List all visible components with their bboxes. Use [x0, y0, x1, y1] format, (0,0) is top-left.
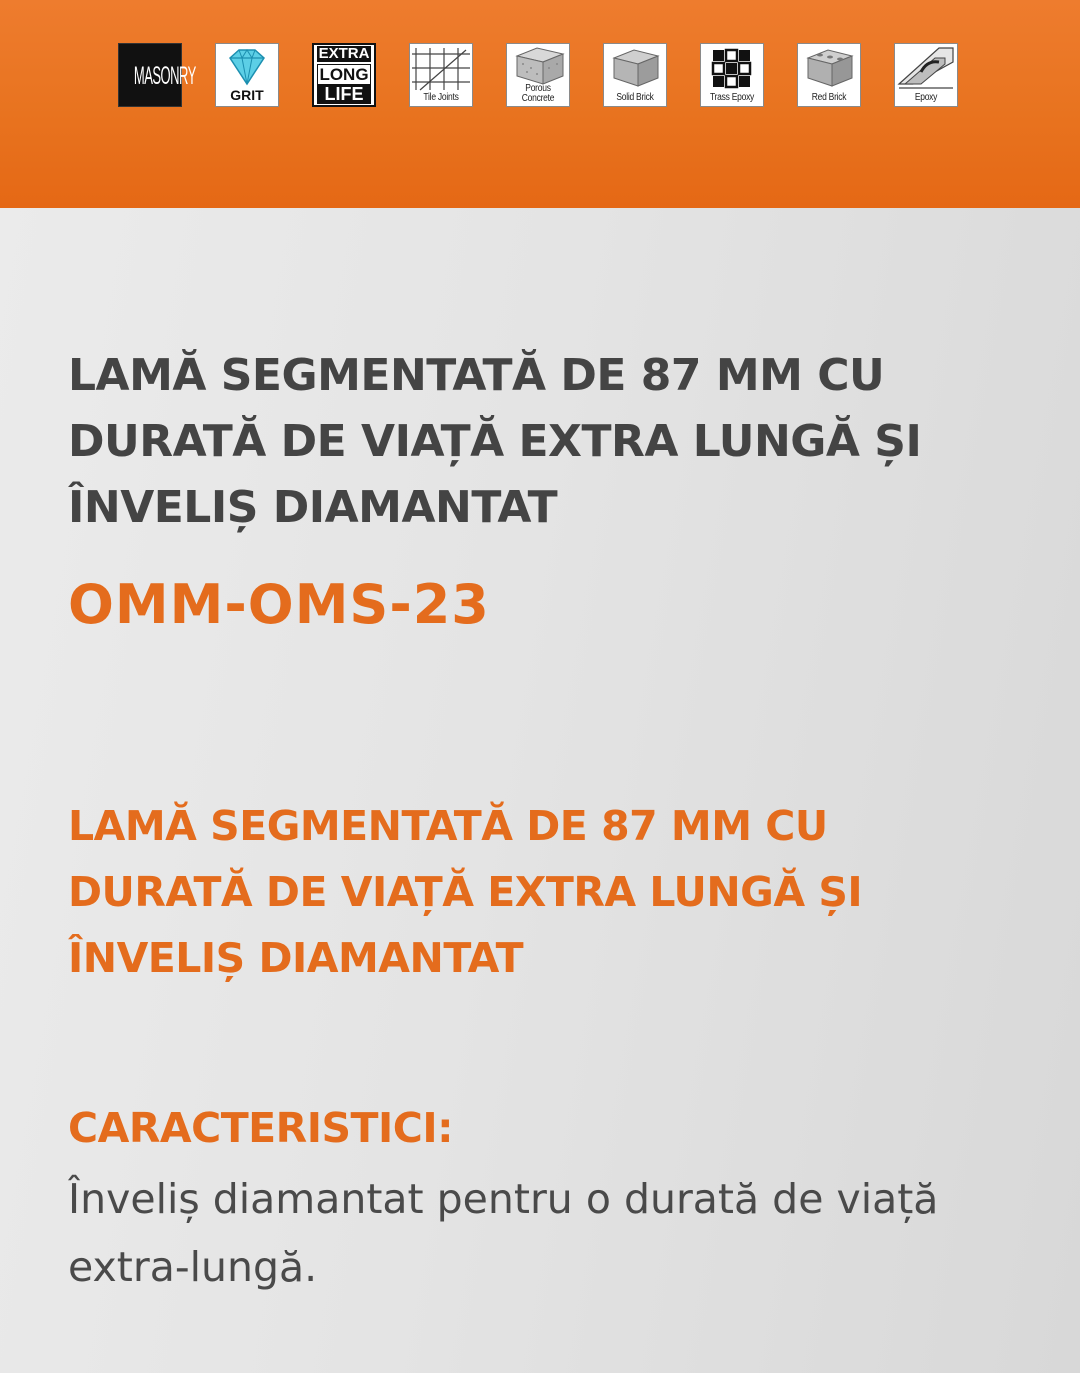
- trass-epoxy-label: Trass Epoxy: [709, 92, 755, 103]
- header-banner: [0, 0, 1080, 208]
- epoxy-label: Epoxy: [914, 92, 938, 103]
- grit-label: GRIT: [230, 87, 264, 103]
- long-label: LONG: [317, 64, 371, 85]
- masonry-label: MASONRY: [133, 62, 196, 90]
- solid-brick-label: Solid Brick: [616, 92, 654, 103]
- product-subtitle: LAMĂ SEGMENTATĂ DE 87 MM CU DURATĂ DE VIAȚĂ EXTRA LUNGĂ ȘI ÎNVELIȘ DIAMANTAT: [68, 802, 863, 982]
- extra-label: EXTRA: [318, 45, 370, 62]
- epoxy-icon: [894, 43, 958, 107]
- product-title: LAMĂ SEGMENTATĂ DE 87 MM CU DURATĂ DE VIAȚĂ EXTRA LUNGĂ ȘI ÎNVELIȘ DIAMANTAT: [68, 350, 922, 533]
- tile-grid-icon: [410, 44, 472, 94]
- solid-brick-icon: [603, 43, 667, 107]
- tile-joints-label: Tile Joints: [423, 92, 459, 103]
- extra-long-life-icon: [312, 43, 376, 107]
- material-icons-row: [118, 43, 958, 107]
- concrete-block-icon: [507, 44, 569, 88]
- concrete-label: Concrete: [521, 93, 555, 104]
- masonry-icon: [118, 43, 196, 107]
- hollow-brick-icon: [798, 44, 860, 90]
- features-text: Înveliș diamantat pentru o durată de viață extra-lungă.: [68, 1175, 939, 1291]
- life-label: LIFE: [317, 85, 371, 104]
- red-brick-label: Red Brick: [811, 92, 847, 103]
- diamond-grit-icon: [215, 43, 279, 107]
- brick-icon: [604, 44, 666, 90]
- epoxy-tool-icon: [895, 44, 957, 94]
- features-heading: CARACTERISTICI:: [68, 1104, 454, 1152]
- tile-joints-icon: [409, 43, 473, 107]
- product-code: OMM-OMS-23: [68, 573, 490, 636]
- porous-label: Porous: [525, 83, 551, 94]
- red-brick-icon: [797, 43, 861, 107]
- porous-concrete-icon: [506, 43, 570, 107]
- trass-epoxy-icon: [700, 43, 764, 107]
- tile-pattern-icon: [701, 44, 763, 94]
